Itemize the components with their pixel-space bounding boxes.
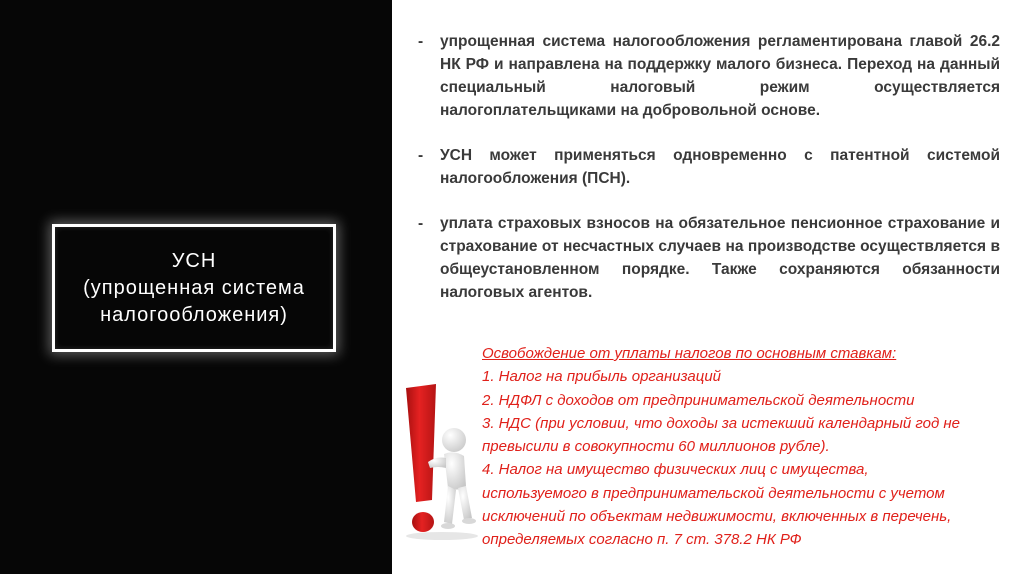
- bullet-item: [418, 30, 1000, 122]
- left-panel: [0, 0, 392, 574]
- person-with-exclamation-mark-icon: [402, 382, 488, 542]
- exemption-line: исключений по объектам недвижимости, включенных в перечень,: [482, 508, 952, 526]
- exemption-line: определяемых согласно п. 7 ст. 378.2 НК РФ: [482, 531, 802, 549]
- bullet-dash: -: [418, 147, 424, 164]
- exemption-line: превысили в совокупности 60 миллионов рубле).: [482, 438, 830, 456]
- exemption-heading: Освобождение от уплаты налогов по основным ставкам:: [482, 345, 897, 362]
- exemption-line: 3. НДС (при условии, что доходы за истекший календарный год не: [482, 414, 960, 432]
- bullet-list: [418, 30, 1000, 326]
- slide-title-box: [52, 224, 336, 352]
- bullet-text: УСН может применяться одновременно с патентной системой налогообложения (ПСН).: [440, 147, 1000, 187]
- exemption-line: 4. Налог на имущество физических лиц с имущества,: [482, 461, 869, 479]
- exemption-line: 2. НДФЛ с доходов от предпринимательской деятельности: [482, 391, 915, 409]
- bullet-item: [418, 212, 1000, 304]
- slide-title-abbr: УСН: [171, 249, 217, 272]
- bullet-text: уплата страховых взносов на обязательное пенсионное страхование и страхование от несчастных случаев на производстве осуществляется в общеустановленном порядке. Также сохраняются обязанности налоговых агентов.: [440, 215, 1000, 301]
- bullet-item: [418, 144, 1000, 190]
- bullet-dash: -: [418, 33, 424, 50]
- exemption-line: 1. Налог на прибыль организаций: [482, 368, 722, 386]
- slide-title-line-3: налогообложения): [100, 303, 288, 326]
- slide-title-line-2: (упрощенная система: [83, 276, 305, 299]
- bullet-dash: -: [418, 215, 424, 232]
- exemption-line: используемого в предпринимательской деятельности с учетом: [482, 484, 945, 502]
- exemption-note: [482, 342, 1002, 552]
- bullet-text: упрощенная система налогообложения регламентирована главой 26.2 НК РФ и направлена на поддержку малого бизнеса. Переход на данный специальный налоговый режим осуществляется налогоплательщиками на добровольной основе.: [440, 33, 1000, 119]
